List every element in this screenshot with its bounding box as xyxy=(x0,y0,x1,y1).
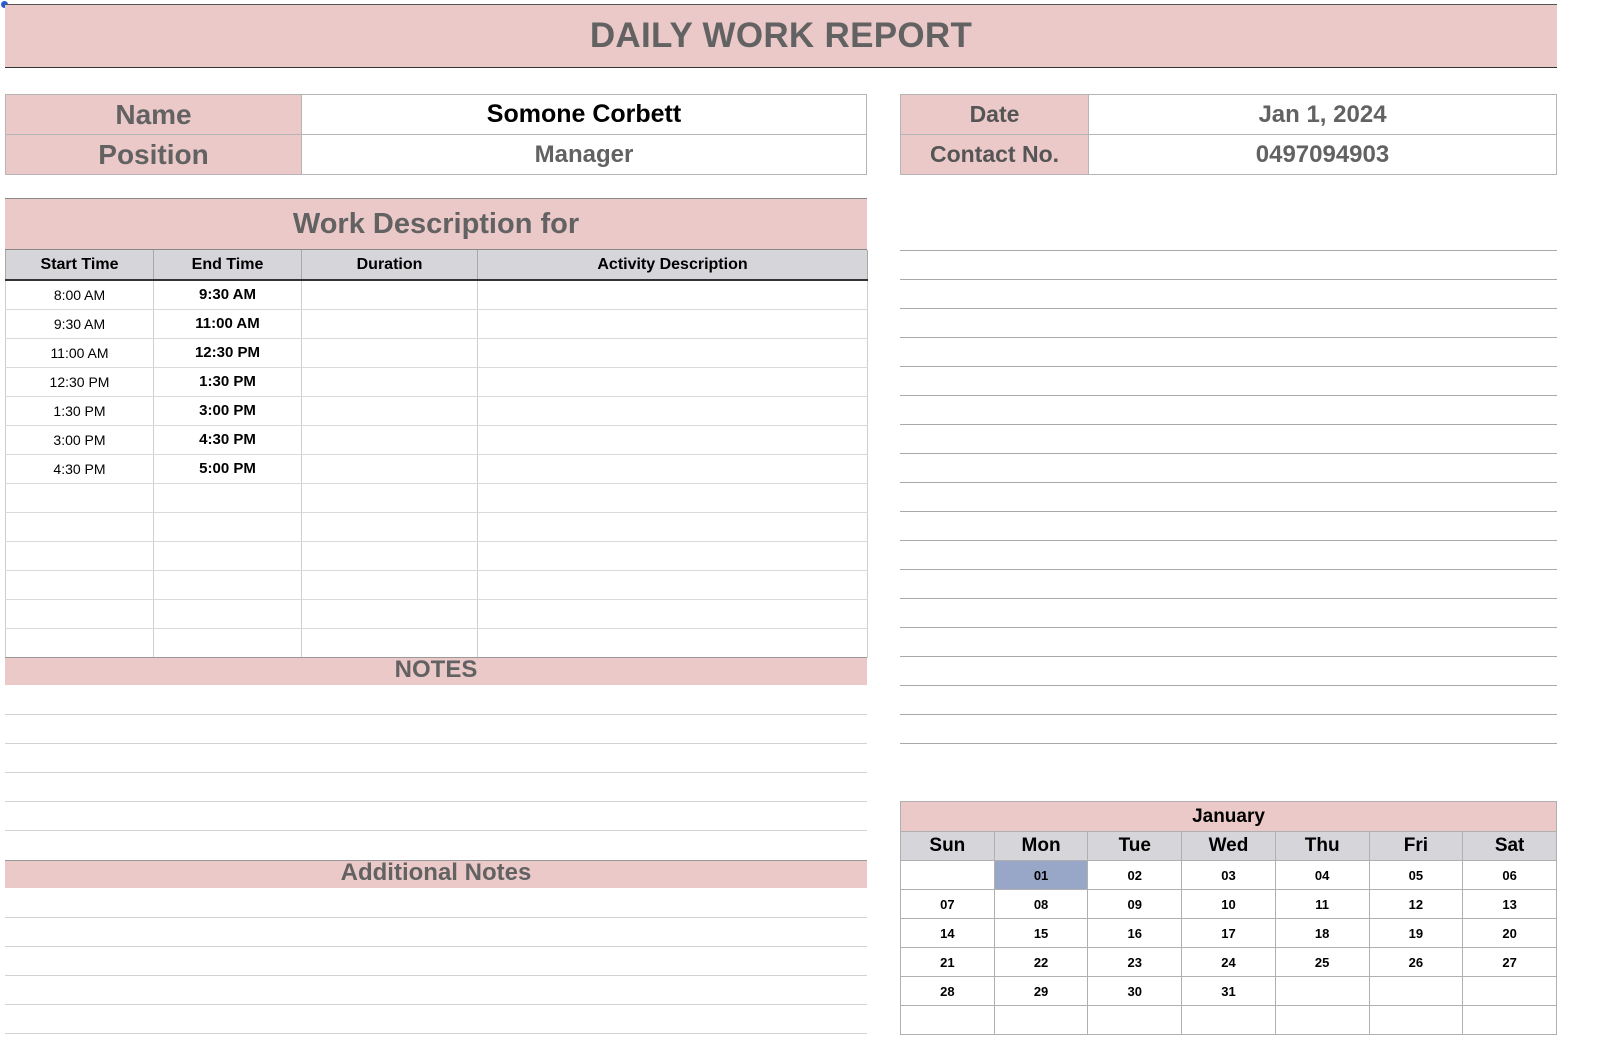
start-time-cell[interactable]: 11:00 AM xyxy=(6,338,154,367)
calendar-day[interactable]: 27 xyxy=(1463,948,1557,977)
duration-cell[interactable] xyxy=(302,541,478,570)
calendar-day[interactable]: 26 xyxy=(1369,948,1463,977)
activity-description-cell[interactable] xyxy=(478,280,868,309)
calendar-weekday-header: Sat xyxy=(1463,832,1557,861)
activity-description-cell[interactable] xyxy=(478,338,868,367)
right-rule-line xyxy=(900,743,1557,744)
calendar-empty-cell xyxy=(1463,1006,1557,1035)
column-header-duration: Duration xyxy=(302,250,478,280)
start-time-cell[interactable] xyxy=(6,483,154,512)
work-description-table xyxy=(5,250,868,658)
activity-description-cell[interactable] xyxy=(478,396,868,425)
calendar-day[interactable]: 08 xyxy=(994,890,1088,919)
table-row xyxy=(6,483,868,512)
duration-cell[interactable] xyxy=(302,454,478,483)
table-row xyxy=(6,570,868,599)
report-title: DAILY WORK REPORT xyxy=(589,16,973,55)
calendar-day[interactable]: 22 xyxy=(994,948,1088,977)
calendar-day[interactable]: 20 xyxy=(1463,919,1557,948)
activity-description-cell[interactable] xyxy=(478,425,868,454)
calendar-day[interactable]: 19 xyxy=(1369,919,1463,948)
additional-notes-rule-line xyxy=(5,917,867,918)
right-rule-line xyxy=(900,482,1557,483)
right-rule-line xyxy=(900,366,1557,367)
right-rule-line xyxy=(900,598,1557,599)
calendar-weekday-header: Wed xyxy=(1182,832,1276,861)
calendar-day[interactable]: 09 xyxy=(1088,890,1182,919)
end-time-cell[interactable] xyxy=(154,570,302,599)
activity-description-cell[interactable] xyxy=(478,454,868,483)
work-description-title: Work Description for xyxy=(292,207,580,240)
activity-description-cell[interactable] xyxy=(478,512,868,541)
table-row xyxy=(6,280,868,309)
calendar-day[interactable]: 07 xyxy=(901,890,995,919)
duration-cell[interactable] xyxy=(302,599,478,628)
additional-notes-rule-line xyxy=(5,1033,867,1034)
calendar-week-row xyxy=(901,919,1557,948)
table-row xyxy=(6,628,868,657)
activity-description-cell[interactable] xyxy=(478,628,868,657)
calendar-day[interactable]: 03 xyxy=(1182,861,1276,890)
calendar-empty-cell xyxy=(1369,1006,1463,1035)
calendar-day[interactable]: 06 xyxy=(1463,861,1557,890)
duration-cell[interactable] xyxy=(302,309,478,338)
work-description-title-bar xyxy=(5,198,867,250)
calendar-week-row xyxy=(901,861,1557,890)
calendar-week-row xyxy=(901,890,1557,919)
activity-description-cell[interactable] xyxy=(478,309,868,338)
start-time-cell[interactable]: 8:00 AM xyxy=(6,280,154,309)
right-rule-line xyxy=(900,308,1557,309)
start-time-cell[interactable] xyxy=(6,570,154,599)
calendar-day[interactable]: 13 xyxy=(1463,890,1557,919)
calendar-day[interactable]: 04 xyxy=(1275,861,1369,890)
start-time-cell[interactable]: 12:30 PM xyxy=(6,367,154,396)
duration-cell[interactable] xyxy=(302,570,478,599)
calendar-day[interactable]: 25 xyxy=(1275,948,1369,977)
employee-info-table xyxy=(5,94,867,175)
end-time-cell[interactable] xyxy=(154,483,302,512)
activity-description-cell[interactable] xyxy=(478,483,868,512)
table-row xyxy=(6,367,868,396)
end-time-cell[interactable] xyxy=(154,599,302,628)
duration-cell[interactable] xyxy=(302,512,478,541)
table-row xyxy=(6,338,868,367)
end-time-cell[interactable]: 1:30 PM xyxy=(154,367,302,396)
calendar-day[interactable]: 12 xyxy=(1369,890,1463,919)
date-contact-table xyxy=(900,94,1557,175)
notes-rule-line xyxy=(5,714,867,715)
notes-rule-line xyxy=(5,830,867,831)
table-row xyxy=(6,541,868,570)
calendar-empty-cell xyxy=(994,1006,1088,1035)
calendar-week-row xyxy=(901,948,1557,977)
table-row xyxy=(6,396,868,425)
calendar-weekday-header: Mon xyxy=(994,832,1088,861)
calendar-day[interactable]: 28 xyxy=(901,977,995,1006)
end-time-cell[interactable] xyxy=(154,628,302,657)
calendar-day[interactable]: 05 xyxy=(1369,861,1463,890)
activity-description-cell[interactable] xyxy=(478,541,868,570)
calendar-weekday-row xyxy=(901,832,1557,861)
calendar-day[interactable]: 14 xyxy=(901,919,995,948)
calendar-empty-cell xyxy=(1088,1006,1182,1035)
right-rule-line xyxy=(900,685,1557,686)
additional-notes-rule-line xyxy=(5,975,867,976)
calendar-empty-cell xyxy=(1275,977,1369,1006)
end-time-cell[interactable]: 4:30 PM xyxy=(154,425,302,454)
table-row xyxy=(6,599,868,628)
date-label: Date xyxy=(901,95,1089,135)
right-rule-line xyxy=(900,395,1557,396)
calendar-empty-cell xyxy=(1463,977,1557,1006)
right-rule-line xyxy=(900,714,1557,715)
notes-rule-line xyxy=(5,801,867,802)
right-rule-line xyxy=(900,279,1557,280)
duration-cell[interactable] xyxy=(302,483,478,512)
additional-notes-rule-line xyxy=(5,946,867,947)
right-rule-line xyxy=(900,337,1557,338)
calendar-day[interactable]: 31 xyxy=(1182,977,1276,1006)
column-header-start-time: Start Time xyxy=(6,250,154,280)
end-time-cell[interactable]: 11:00 AM xyxy=(154,309,302,338)
calendar-day[interactable]: 16 xyxy=(1088,919,1182,948)
calendar-weekday-header: Tue xyxy=(1088,832,1182,861)
contact-value[interactable]: 0497094903 xyxy=(1089,135,1557,175)
right-rule-line xyxy=(900,656,1557,657)
calendar-month-title: January xyxy=(901,802,1557,832)
calendar-day[interactable]: 17 xyxy=(1182,919,1276,948)
calendar-day[interactable]: 30 xyxy=(1088,977,1182,1006)
calendar-week-row xyxy=(901,977,1557,1006)
name-label: Name xyxy=(6,95,302,135)
calendar-weekday-header: Sun xyxy=(901,832,995,861)
start-time-cell[interactable] xyxy=(6,599,154,628)
calendar-day[interactable]: 10 xyxy=(1182,890,1276,919)
date-value[interactable]: Jan 1, 2024 xyxy=(1089,95,1557,135)
calendar-day[interactable]: 24 xyxy=(1182,948,1276,977)
right-rule-line xyxy=(900,453,1557,454)
end-time-cell[interactable]: 9:30 AM xyxy=(154,280,302,309)
additional-notes-title-bar xyxy=(5,860,867,888)
end-time-cell[interactable]: 3:00 PM xyxy=(154,396,302,425)
calendar-empty-cell xyxy=(901,861,995,890)
duration-cell[interactable] xyxy=(302,280,478,309)
contact-label: Contact No. xyxy=(901,135,1089,175)
additional-notes-title: Additional Notes xyxy=(340,859,532,886)
end-time-cell[interactable] xyxy=(154,541,302,570)
report-title-bar xyxy=(5,4,1557,68)
start-time-cell[interactable]: 9:30 AM xyxy=(6,309,154,338)
work-table-header xyxy=(6,250,868,280)
right-rule-line xyxy=(900,569,1557,570)
calendar-day[interactable]: 23 xyxy=(1088,948,1182,977)
right-rule-line xyxy=(900,540,1557,541)
position-label: Position xyxy=(6,135,302,175)
right-rule-line xyxy=(900,627,1557,628)
right-rule-line xyxy=(900,424,1557,425)
notes-rule-line xyxy=(5,772,867,773)
column-header-end-time: End Time xyxy=(154,250,302,280)
calendar-empty-cell xyxy=(1369,977,1463,1006)
activity-description-cell[interactable] xyxy=(478,570,868,599)
right-rule-line xyxy=(900,250,1557,251)
name-value[interactable]: Somone Corbett xyxy=(302,95,867,135)
end-time-cell[interactable]: 12:30 PM xyxy=(154,338,302,367)
calendar-day[interactable]: 02 xyxy=(1088,861,1182,890)
calendar-day[interactable]: 29 xyxy=(994,977,1088,1006)
column-header-activity-description: Activity Description xyxy=(478,250,868,280)
end-time-cell[interactable] xyxy=(154,512,302,541)
calendar-day[interactable]: 15 xyxy=(994,919,1088,948)
start-time-cell[interactable]: 3:00 PM xyxy=(6,425,154,454)
mini-calendar xyxy=(900,801,1557,1035)
start-time-cell[interactable] xyxy=(6,541,154,570)
right-rule-line xyxy=(900,511,1557,512)
calendar-week-row xyxy=(901,1006,1557,1035)
calendar-empty-cell xyxy=(1275,1006,1369,1035)
duration-cell[interactable] xyxy=(302,338,478,367)
calendar-empty-cell xyxy=(901,1006,995,1035)
notes-title: NOTES xyxy=(394,656,478,683)
notes-title-bar xyxy=(5,657,867,685)
activity-description-cell[interactable] xyxy=(478,367,868,396)
additional-notes-rule-line xyxy=(5,1004,867,1005)
duration-cell[interactable] xyxy=(302,425,478,454)
calendar-day[interactable]: 01 xyxy=(994,861,1088,890)
position-value[interactable]: Manager xyxy=(302,135,867,175)
table-row xyxy=(6,425,868,454)
end-time-cell[interactable]: 5:00 PM xyxy=(154,454,302,483)
start-time-cell[interactable]: 4:30 PM xyxy=(6,454,154,483)
calendar-day[interactable]: 21 xyxy=(901,948,995,977)
notes-rule-line xyxy=(5,743,867,744)
start-time-cell[interactable]: 1:30 PM xyxy=(6,396,154,425)
start-time-cell[interactable] xyxy=(6,628,154,657)
activity-description-cell[interactable] xyxy=(478,599,868,628)
calendar-weekday-header: Thu xyxy=(1275,832,1369,861)
table-row xyxy=(6,309,868,338)
calendar-day[interactable]: 11 xyxy=(1275,890,1369,919)
table-row xyxy=(6,454,868,483)
table-row xyxy=(6,512,868,541)
calendar-day[interactable]: 18 xyxy=(1275,919,1369,948)
duration-cell[interactable] xyxy=(302,628,478,657)
calendar-weekday-header: Fri xyxy=(1369,832,1463,861)
calendar-empty-cell xyxy=(1182,1006,1276,1035)
start-time-cell[interactable] xyxy=(6,512,154,541)
duration-cell[interactable] xyxy=(302,396,478,425)
duration-cell[interactable] xyxy=(302,367,478,396)
